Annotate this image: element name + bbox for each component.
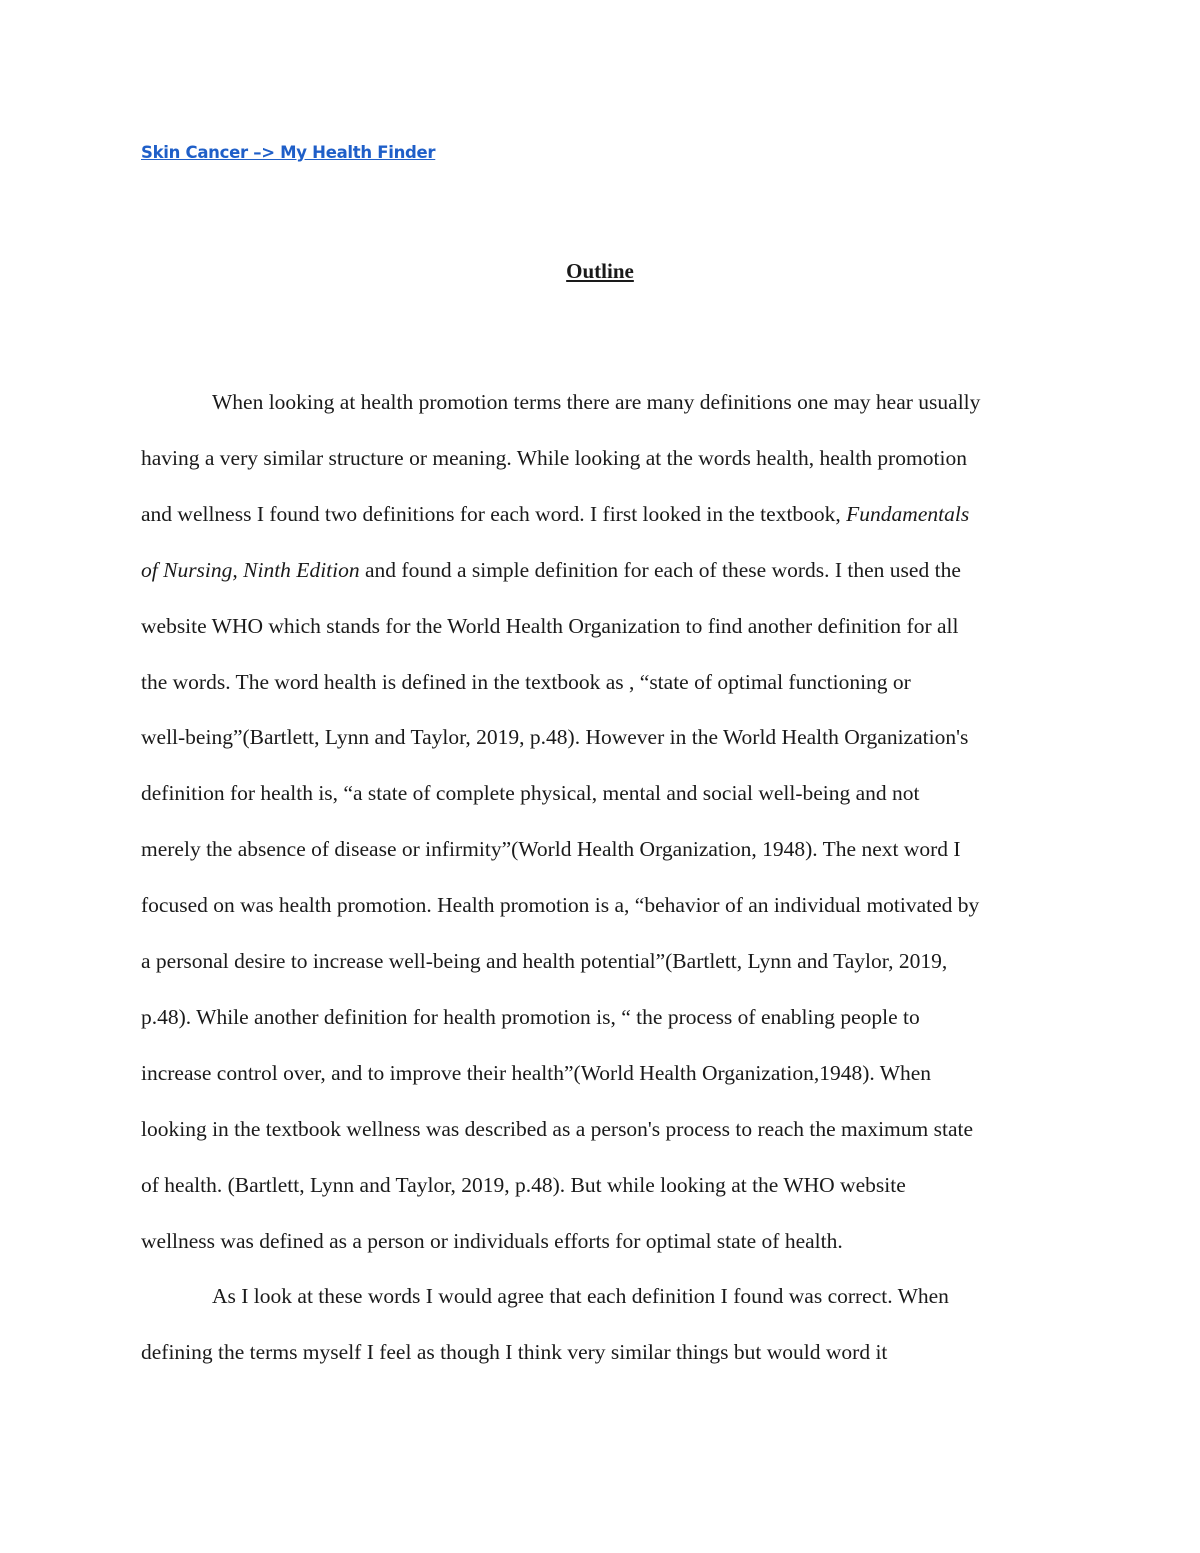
- text-segment: When looking at health promotion terms there are many definitions one may hear usually: [212, 390, 981, 414]
- text-line: [141, 1229, 843, 1254]
- text-segment: p.48). While another definition for health promotion is, “ the process of enabling people to: [141, 1004, 920, 1029]
- text-segment: website WHO which stands for the World Health Organization to find another definition for all: [141, 613, 959, 638]
- text-line: [141, 1005, 920, 1030]
- text-line: [141, 502, 969, 527]
- text-line: [141, 558, 961, 583]
- skin-cancer-link[interactable]: Skin Cancer –> My Health Finder: [141, 143, 436, 162]
- text-line: [141, 949, 947, 974]
- text-segment: of health. (Bartlett, Lynn and Taylor, 2019, p.48). But while looking at the WHO website: [141, 1172, 906, 1197]
- text-segment: the words. The word health is defined in the textbook as , “state of optimal functioning or: [141, 669, 911, 694]
- text-segment: defining the terms myself I feel as though I think very similar things but would word it: [141, 1340, 888, 1365]
- text-line: [141, 725, 968, 750]
- text-segment: having a very similar structure or meaning. While looking at the words health, health promotion: [141, 445, 967, 470]
- text-line: [141, 1117, 973, 1142]
- text-segment: wellness was defined as a person or individuals efforts for optimal state of health.: [141, 1228, 843, 1253]
- text-line: [212, 1284, 949, 1309]
- text-segment: and wellness I found two definitions for each word. I first looked in the textbook,: [141, 501, 847, 526]
- text-segment: and found a simple definition for each of these words. I then used the: [359, 557, 961, 582]
- text-line: [141, 781, 920, 806]
- book-title-italic: Fundamentals: [846, 501, 970, 526]
- text-segment: merely the absence of disease or infirmity”(World Health Organization, 1948). The next word I: [141, 837, 961, 862]
- text-segment: focused on was health promotion. Health promotion is a, “behavior of an individual motivated by: [141, 893, 980, 918]
- text-segment: increase control over, and to improve their health”(World Health Organization,1948). When: [141, 1060, 932, 1085]
- book-title-italic: of Nursing, Ninth Edition: [141, 557, 360, 582]
- text-segment: looking in the textbook wellness was described as a person's process to reach the maximum state: [141, 1116, 974, 1141]
- text-line: [141, 837, 961, 862]
- text-line: [141, 1061, 931, 1086]
- text-segment: a personal desire to increase well-being and health potential”(Bartlett, Lynn and Taylor, 2019,: [141, 949, 948, 973]
- page-title: Outline: [566, 259, 634, 283]
- text-line: [141, 614, 958, 639]
- text-line: [141, 1173, 906, 1198]
- text-segment: As I look at these words I would agree that each definition I found was correct. When: [212, 1284, 949, 1309]
- text-segment: well-being”(Bartlett, Lynn and Taylor, 2019, p.48). However in the World Health Organization's: [141, 725, 969, 750]
- text-line: [141, 446, 967, 471]
- text-line: [141, 670, 911, 695]
- text-line: [141, 1340, 887, 1365]
- text-line: [212, 390, 980, 415]
- text-line: [141, 893, 979, 918]
- text-segment: definition for health is, “a state of complete physical, mental and social well-being and not: [141, 781, 920, 806]
